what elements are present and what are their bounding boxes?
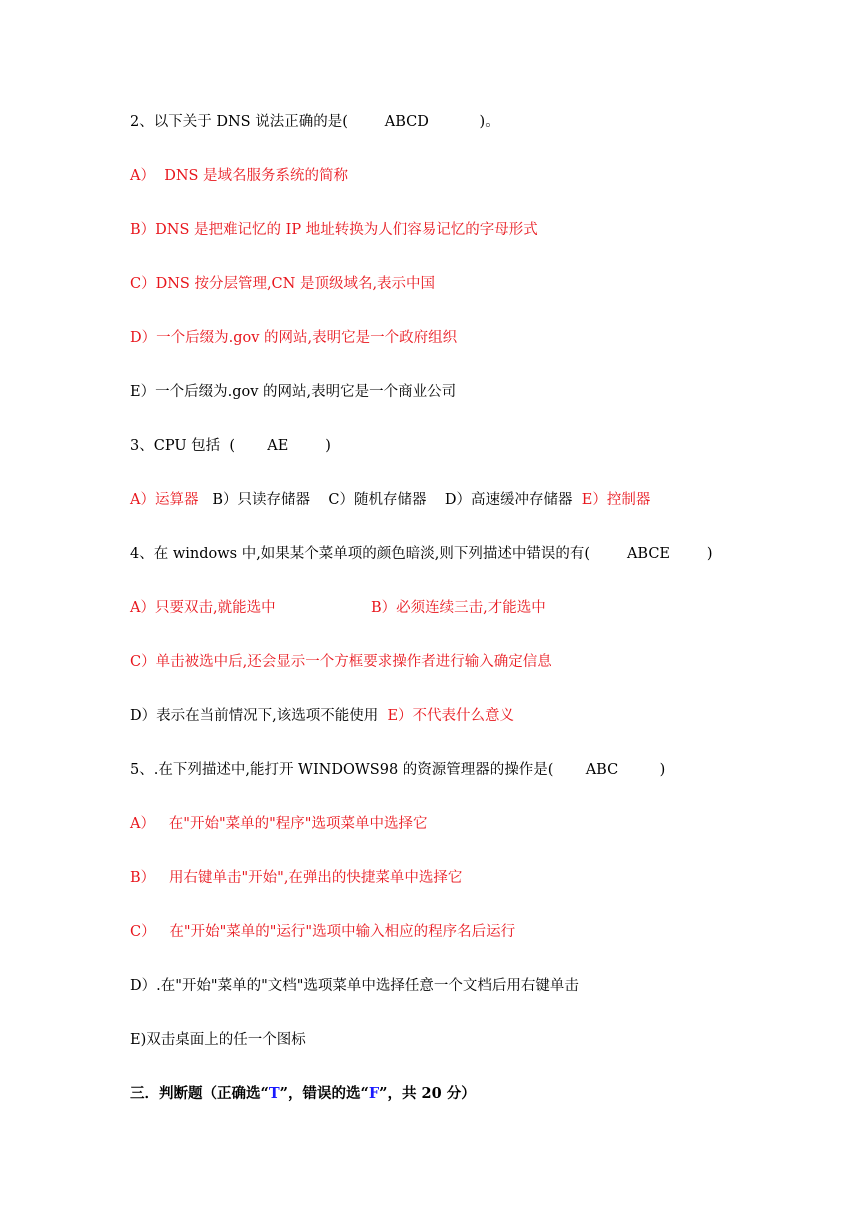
question-2-option-d: D）一个后缀为.gov 的网站,表明它是一个政府组织 (130, 330, 458, 346)
question-4-option-b: B）必须连续三击,才能选中 (371, 600, 546, 616)
question-4-option-d: D）表示在当前情况下,该选项不能使用 (130, 708, 379, 724)
question-3-option-e: E）控制器 (581, 492, 651, 508)
question-5-stem: 5、.在下列描述中,能打开 WINDOWS98 的资源管理器的操作是( ABC ) (130, 762, 666, 778)
section-3-heading-middle: ”，错误的选“ (279, 1085, 369, 1102)
question-2-option-c: C）DNS 按分层管理,CN 是顶级域名,表示中国 (130, 276, 436, 292)
false-marker: F (368, 1085, 380, 1102)
question-4-option-a: A）只要双击,就能选中 (130, 600, 276, 616)
question-5-option-e: E)双击桌面上的任一个图标 (130, 1032, 306, 1048)
question-2-option-a: A） DNS 是域名服务系统的简称 (130, 168, 349, 184)
question-3-options-bcd: B）只读存储器 C）随机存储器 D）高速缓冲存储器 (212, 492, 573, 508)
question-5-option-c: C） 在"开始"菜单的"运行"选项中输入相应的程序名后运行 (130, 924, 516, 940)
section-3-heading-suffix: ”，共 20 分） (379, 1085, 476, 1102)
question-2-option-b: B）DNS 是把难记忆的 IP 地址转换为人们容易记忆的字母形式 (130, 222, 538, 238)
question-5-option-b: B） 用右键单击"开始",在弹出的快捷菜单中选择它 (130, 870, 463, 886)
question-2-option-e: E）一个后缀为.gov 的网站,表明它是一个商业公司 (130, 384, 457, 400)
question-4-options-de (130, 706, 514, 726)
true-marker: T (268, 1085, 280, 1102)
question-5-option-d: D）.在"开始"菜单的"文档"选项菜单中选择任意一个文档后用右键单击 (130, 978, 579, 994)
question-3-stem: 3、CPU 包括 ( AE ) (130, 438, 331, 454)
question-2-stem: 2、以下关于 DNS 说法正确的是( ABCD )。 (130, 114, 500, 130)
question-4-option-e: E）不代表什么意义 (387, 708, 515, 724)
question-3-option-a: A）运算器 (130, 492, 199, 508)
question-5-option-a: A） 在"开始"菜单的"程序"选项菜单中选择它 (130, 816, 428, 832)
question-4-option-c: C）单击被选中后,还会显示一个方框要求操作者进行输入确定信息 (130, 654, 552, 670)
question-4-stem: 4、在 windows 中,如果某个菜单项的颜色暗淡,则下列描述中错误的有( ABCE ) (130, 546, 713, 562)
section-3-heading (130, 1084, 476, 1104)
question-3-options (130, 490, 650, 510)
section-3-heading-prefix: 三．判断题（正确选“ (130, 1085, 269, 1102)
